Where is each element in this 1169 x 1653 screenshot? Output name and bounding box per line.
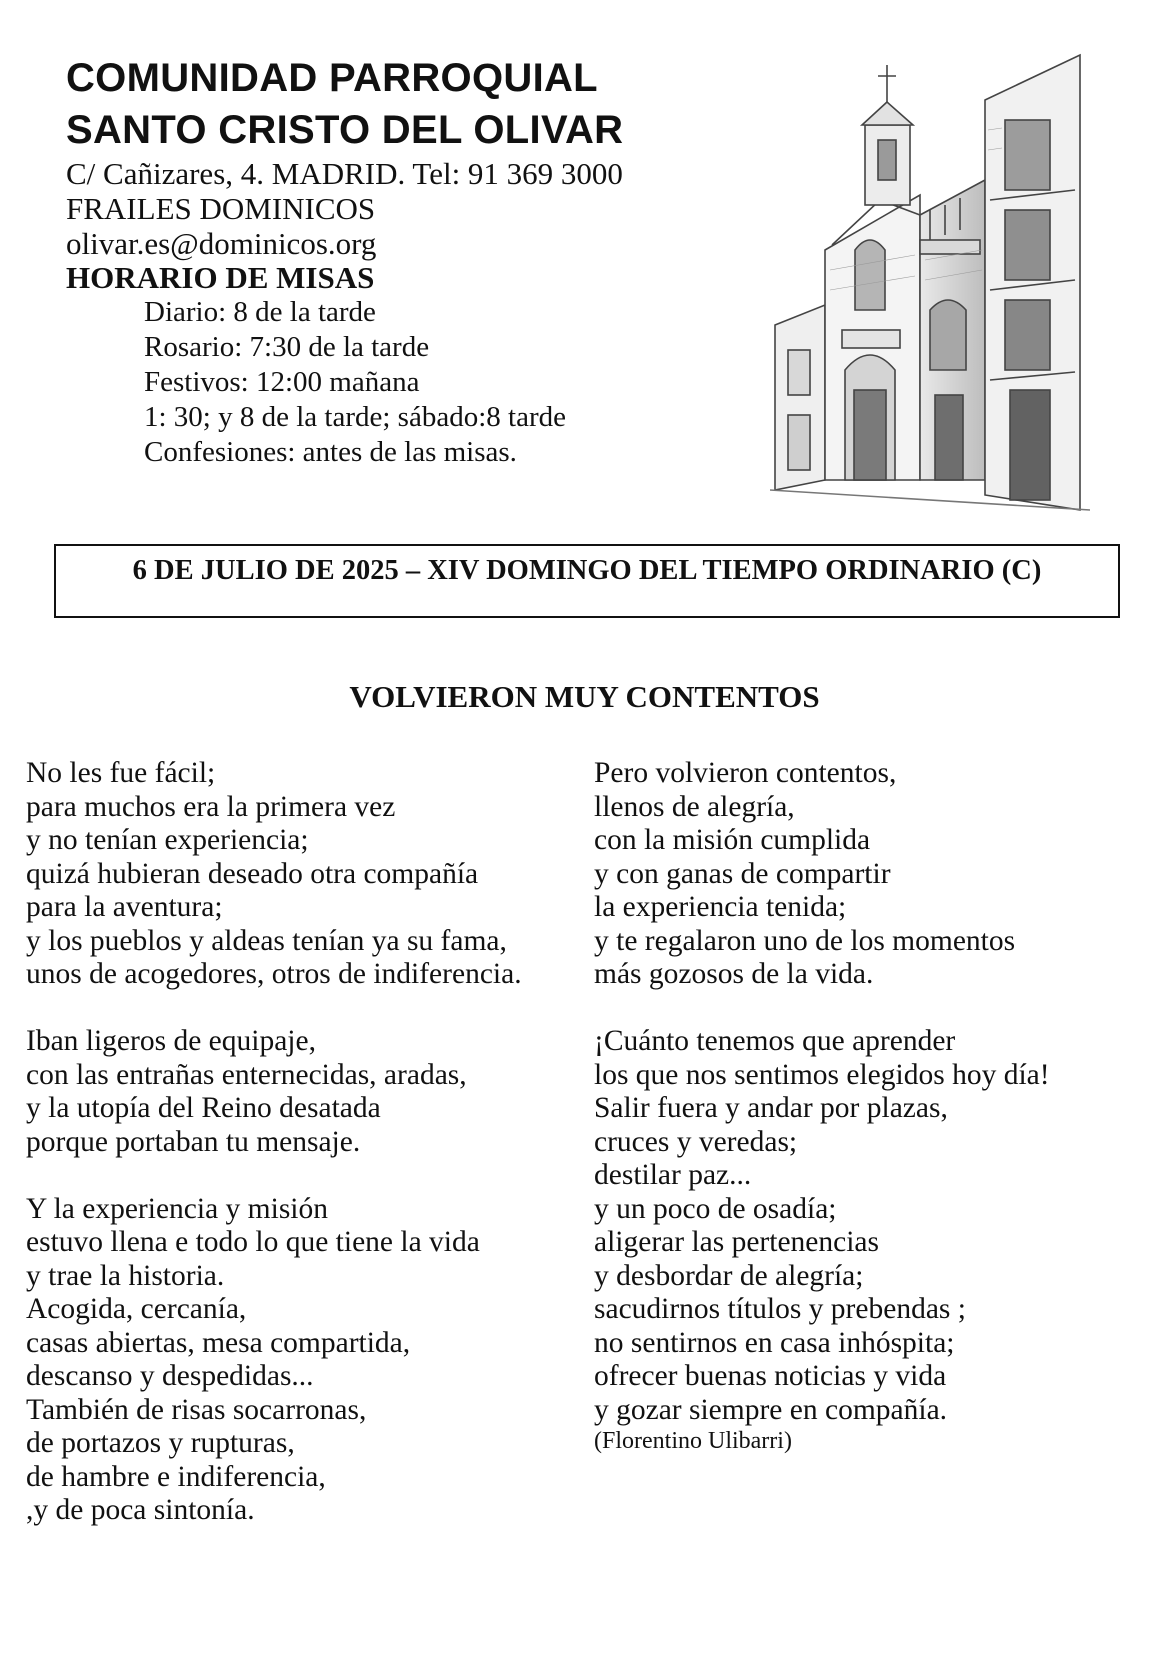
poem-title: VOLVIERON MUY CONTENTOS <box>349 679 820 714</box>
poem-line: para muchos era la primera vez <box>26 790 396 823</box>
poem-line: y la utopía del Reino desatada <box>26 1092 381 1124</box>
poem-line: y trae la historia. <box>26 1259 225 1292</box>
poem-attribution: (Florentino Ulibarri) <box>594 1428 792 1454</box>
date-banner-text: 6 DE JULIO DE 2025 – XIV DOMINGO DEL TIEMPO ORDINARIO (C) <box>132 555 1042 586</box>
poem-line: la experiencia tenida; <box>594 891 847 923</box>
poem-line: de portazos y rupturas, <box>26 1427 295 1459</box>
poem-stanza <box>26 757 566 992</box>
poem-line: Acogida, cercanía, <box>26 1293 247 1325</box>
poem-line: No les fue fácil; <box>26 757 216 789</box>
parish-title-line-2: SANTO CRISTO DEL OLIVAR <box>66 108 624 152</box>
poem-line: destilar paz... <box>594 1159 752 1191</box>
poem-line: con la misión cumplida <box>594 824 871 856</box>
poem-line: de hambre e indiferencia, <box>26 1460 326 1493</box>
poem-line: unos de acogedores, otros de indiferencia. <box>26 958 522 990</box>
poem-line: y desbordar de alegría; <box>594 1259 864 1292</box>
poem-line: Salir fuera y andar por plazas, <box>594 1092 948 1124</box>
poem-line: descanso y despedidas... <box>26 1360 314 1392</box>
poem-line: cruces y veredas; <box>594 1125 798 1158</box>
poem-stanza <box>26 1193 566 1528</box>
poem-line: ,y de poca sintonía. <box>26 1494 255 1526</box>
parish-email: olivar.es@dominicos.org <box>66 226 377 261</box>
date-banner <box>54 544 1120 618</box>
schedule-item-holidays: Festivos: 12:00 mañana <box>144 366 420 398</box>
parish-address: C/ Cañizares, 4. MADRID. Tel: 91 369 3000 <box>66 156 623 191</box>
schedule-item-rosary: Rosario: 7:30 de la tarde <box>144 331 430 363</box>
poem-line: y un poco de osadía; <box>594 1192 837 1225</box>
poem-line: para la aventura; <box>26 891 223 923</box>
schedule-item-daily: Diario: 8 de la tarde <box>144 296 376 328</box>
poem-line: ofrecer buenas noticias y vida <box>594 1360 947 1392</box>
poem-line: y gozar siempre en compañía. <box>594 1393 948 1426</box>
poem-column-right <box>594 757 1139 1455</box>
poem-stanza <box>26 1025 566 1159</box>
poem-line: más gozosos de la vida. <box>594 958 874 990</box>
poem-line: y los pueblos y aldeas tenían ya su fama, <box>26 924 507 957</box>
poem-line: Pero volvieron contentos, <box>594 757 897 789</box>
schedule-item-confessions: Confesiones: antes de las misas. <box>144 436 517 468</box>
mass-schedule-title: HORARIO DE MISAS <box>66 260 375 295</box>
parish-header <box>66 52 726 470</box>
parish-order: FRAILES DOMINICOS <box>66 191 376 226</box>
poem-stanza <box>594 757 1139 992</box>
poem-line: y te regalaron uno de los momentos <box>594 924 1016 957</box>
poem-line: estuvo llena e todo lo que tiene la vida <box>26 1226 480 1258</box>
poem-line: casas abiertas, mesa compartida, <box>26 1326 411 1359</box>
poem-line: porque portaban tu mensaje. <box>26 1125 361 1158</box>
poem-line: con las entrañas enternecidas, aradas, <box>26 1058 467 1091</box>
poem-line: llenos de alegría, <box>594 790 795 823</box>
poem-line: Y la experiencia y misión <box>26 1192 329 1225</box>
poem-line: quizá hubieran deseado otra compañía <box>26 857 479 890</box>
church-facade-illustration <box>770 40 1090 515</box>
poem-line: ¡Cuánto tenemos que aprender <box>594 1025 956 1057</box>
poem-stanza <box>594 1025 1139 1427</box>
poem-line: aligerar las pertenencias <box>594 1226 880 1258</box>
parish-title-line-1: COMUNIDAD PARROQUIAL <box>66 56 598 100</box>
poem-line: sacudirnos títulos y prebendas ; <box>594 1293 966 1325</box>
poem-line: y con ganas de compartir <box>594 857 891 890</box>
schedule-item-afternoon: 1: 30; y 8 de la tarde; sábado:8 tarde <box>144 401 566 433</box>
mass-schedule-list <box>66 295 726 470</box>
poem-line: Iban ligeros de equipaje, <box>26 1025 316 1057</box>
poem-line: no sentirnos en casa inhóspita; <box>594 1326 955 1359</box>
poem-line: los que nos sentimos elegidos hoy día! <box>594 1058 1050 1091</box>
poem-line: y no tenían experiencia; <box>26 824 309 856</box>
poem-line: También de risas socarronas, <box>26 1393 367 1426</box>
poem-column-left <box>26 757 566 1561</box>
